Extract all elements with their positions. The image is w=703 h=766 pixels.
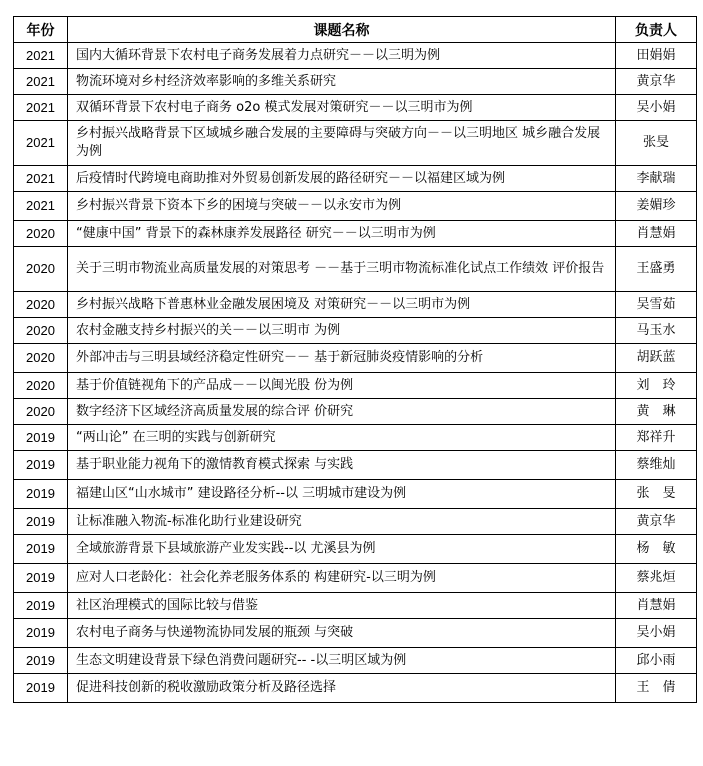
table-row [14, 95, 697, 121]
row-year: 2021 [14, 121, 68, 166]
row-year: 2020 [14, 399, 68, 425]
row-owner: 胡跃蓝 [616, 344, 697, 373]
row-owner: 田娟娟 [616, 43, 697, 69]
header-row [14, 17, 697, 43]
row-owner: 王 倩 [616, 674, 697, 703]
row-title: 乡村振兴战略下普惠林业金融发展困境及 对策研究－－以三明市为例 [68, 292, 616, 318]
row-title: 关于三明市物流业高质量发展的对策思考 －－基于三明市物流标准化试点工作绩效 评价报告 [68, 247, 616, 292]
row-title: 乡村振兴背景下资本下乡的困境与突破－－以永安市为例 [68, 192, 616, 221]
row-year: 2019 [14, 535, 68, 564]
row-year: 2019 [14, 674, 68, 703]
row-title: 全域旅游背景下县域旅游产业发实践--以 尤溪县为例 [68, 535, 616, 564]
table-row [14, 192, 697, 221]
table-row [14, 121, 697, 166]
table-row [14, 292, 697, 318]
table-row [14, 318, 697, 344]
row-title: 双循环背景下农村电子商务 o2o 模式发展对策研究－－以三明市为例 [68, 95, 616, 121]
row-title: 农村电子商务与快递物流协同发展的瓶颈 与突破 [68, 619, 616, 648]
row-year: 2021 [14, 192, 68, 221]
table-row [14, 344, 697, 373]
row-owner: 郑祥升 [616, 425, 697, 451]
table-row [14, 43, 697, 69]
row-owner: 杨 敏 [616, 535, 697, 564]
row-title: 农村金融支持乡村振兴的关－－以三明市 为例 [68, 318, 616, 344]
row-year: 2019 [14, 593, 68, 619]
row-title: “两山论” 在三明的实践与创新研究 [68, 425, 616, 451]
row-title: 外部冲击与三明县域经济稳定性研究－－ 基于新冠肺炎疫情影响的分析 [68, 344, 616, 373]
table-row [14, 564, 697, 593]
row-year: 2020 [14, 292, 68, 318]
table-row [14, 674, 697, 703]
row-year: 2020 [14, 318, 68, 344]
row-year: 2021 [14, 43, 68, 69]
row-owner: 吴雪茹 [616, 292, 697, 318]
row-year: 2019 [14, 648, 68, 674]
row-owner: 蔡维灿 [616, 451, 697, 480]
row-year: 2019 [14, 480, 68, 509]
row-owner: 姜媚珍 [616, 192, 697, 221]
table-row [14, 509, 697, 535]
table-row [14, 593, 697, 619]
row-owner: 李献瑞 [616, 166, 697, 192]
row-title: 让标准融入物流-标准化助行业建设研究 [68, 509, 616, 535]
row-year: 2021 [14, 166, 68, 192]
row-title: “健康中国” 背景下的森林康养发展路径 研究－－以三明市为例 [68, 221, 616, 247]
row-owner: 吴小娟 [616, 95, 697, 121]
project-table [13, 16, 697, 703]
row-title: 国内大循环背景下农村电子商务发展着力点研究－－以三明为例 [68, 43, 616, 69]
row-title: 生态文明建设背景下绿色消费问题研究-- -以三明区域为例 [68, 648, 616, 674]
table-row [14, 373, 697, 399]
table-row [14, 399, 697, 425]
row-year: 2019 [14, 425, 68, 451]
header-owner: 负责人 [616, 17, 697, 43]
row-title: 基于价值链视角下的产品成－－以闽光股 份为例 [68, 373, 616, 399]
header-title: 课题名称 [68, 17, 616, 43]
row-year: 2019 [14, 509, 68, 535]
row-owner: 王盛勇 [616, 247, 697, 292]
row-owner: 蔡兆烜 [616, 564, 697, 593]
row-title: 基于职业能力视角下的激情教育模式探索 与实践 [68, 451, 616, 480]
table-row [14, 221, 697, 247]
row-year: 2021 [14, 95, 68, 121]
table-row [14, 69, 697, 95]
row-year: 2020 [14, 247, 68, 292]
table-row [14, 648, 697, 674]
row-year: 2020 [14, 373, 68, 399]
row-title: 福建山区“山水城市” 建设路径分析--以 三明城市建设为例 [68, 480, 616, 509]
row-title: 应对人口老龄化：社会化养老服务体系的 构建研究-以三明为例 [68, 564, 616, 593]
row-title: 乡村振兴战略背景下区域城乡融合发展的主要障碍与突破方向－－以三明地区 城乡融合发展为例 [68, 121, 616, 166]
row-year: 2019 [14, 619, 68, 648]
table-row [14, 480, 697, 509]
row-owner: 张旻 [616, 121, 697, 166]
row-owner: 黄京华 [616, 509, 697, 535]
row-year: 2020 [14, 221, 68, 247]
row-owner: 马玉水 [616, 318, 697, 344]
table-row [14, 535, 697, 564]
row-owner: 刘 玲 [616, 373, 697, 399]
table-row [14, 247, 697, 292]
row-title: 数字经济下区域经济高质量发展的综合评 价研究 [68, 399, 616, 425]
row-year: 2019 [14, 451, 68, 480]
table-row [14, 619, 697, 648]
row-title: 促进科技创新的税收激励政策分析及路径选择 [68, 674, 616, 703]
row-owner: 肖慧娟 [616, 221, 697, 247]
table-row [14, 425, 697, 451]
row-title: 社区治理模式的国际比较与借鉴 [68, 593, 616, 619]
row-owner: 黄 琳 [616, 399, 697, 425]
row-title: 物流环境对乡村经济效率影响的多维关系研究 [68, 69, 616, 95]
row-owner: 肖慧娟 [616, 593, 697, 619]
header-year: 年份 [14, 17, 68, 43]
row-owner: 黄京华 [616, 69, 697, 95]
table-row [14, 451, 697, 480]
row-year: 2020 [14, 344, 68, 373]
row-year: 2021 [14, 69, 68, 95]
row-owner: 张 旻 [616, 480, 697, 509]
row-owner: 吴小娟 [616, 619, 697, 648]
row-title: 后疫情时代跨境电商助推对外贸易创新发展的路径研究－－以福建区域为例 [68, 166, 616, 192]
row-year: 2019 [14, 564, 68, 593]
table-row [14, 166, 697, 192]
row-owner: 邱小雨 [616, 648, 697, 674]
